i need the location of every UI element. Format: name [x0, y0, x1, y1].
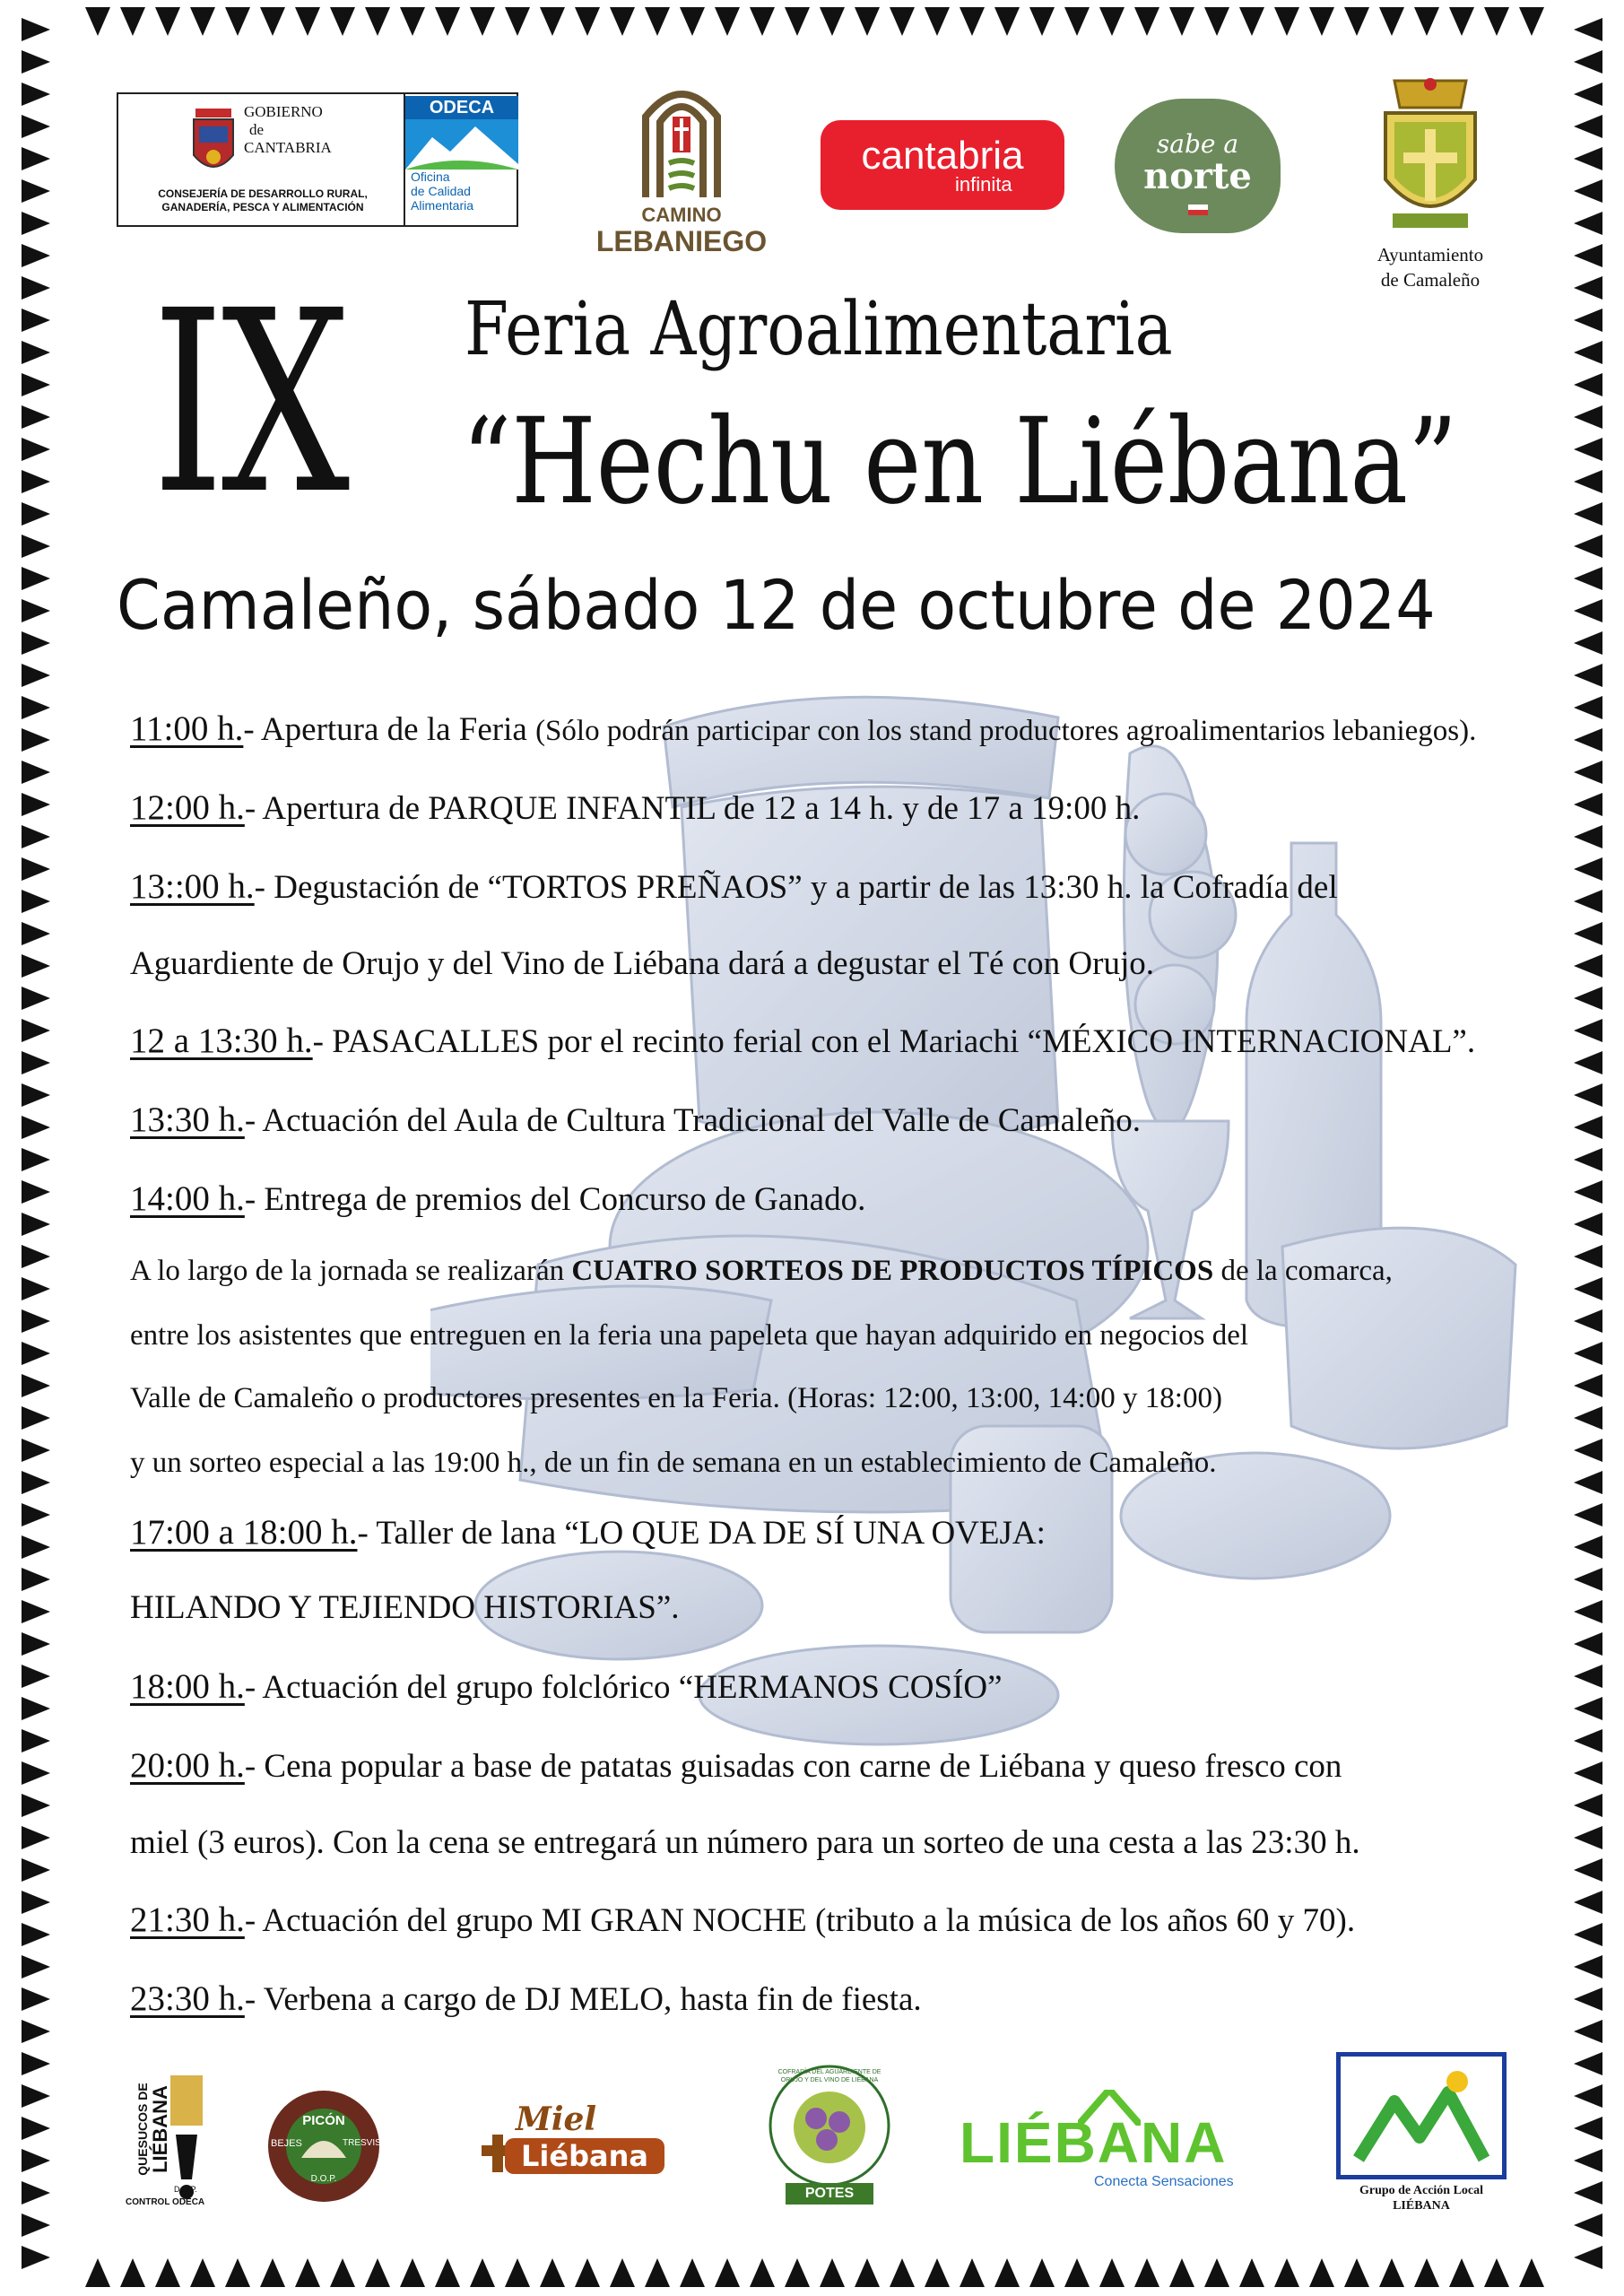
schedule-line-18 — [130, 1979, 922, 2021]
schedule-line-1 — [130, 709, 1476, 752]
odeca-title: ODECA — [405, 96, 518, 119]
sorteos-bold: CUATRO SORTEOS DE PRODUCTOS TÍPICOS — [571, 1255, 1214, 1287]
sabe-a-norte-logo — [1115, 99, 1281, 233]
schedule-time: 13:30 h. — [130, 1100, 245, 1139]
gal-mountain-icon — [1350, 2066, 1493, 2166]
gal-line-2: LIÉBANA — [1393, 2199, 1450, 2213]
picon-text: PICÓN — [302, 2113, 345, 2128]
miel-liebana-logo — [480, 2095, 668, 2185]
camino-arch-icon — [637, 72, 726, 197]
gal-line-1: Grupo de Acción Local — [1359, 2184, 1484, 2197]
cofradia-ring-text: COFRADÍA DEL AGUARDIENTE DE ORUJO Y DEL VINO DE LIÉBANA — [777, 2069, 881, 2083]
quesucos-control: CONTROL ODECA — [126, 2197, 205, 2207]
gal-text — [1336, 2183, 1507, 2213]
norte-text: norte — [1143, 155, 1252, 197]
schedule-sep: - — [244, 1902, 263, 1939]
schedule-sep: - — [244, 1181, 265, 1218]
zigzag-border-right — [1552, 0, 1624, 2296]
schedule-line-11 — [130, 1442, 1216, 1483]
schedule-text: Cena popular a base de patatas guisadas con carne de Liébana y queso fresco con — [264, 1748, 1342, 1785]
schedule-line-13 — [130, 1587, 680, 1629]
ayuntamiento-line-1: Ayuntamiento — [1376, 244, 1484, 265]
schedule-time: 20:00 h. — [130, 1746, 245, 1785]
schedule-note: (Sólo podrán participar con los stand productores agroalimentarios lebaniegos). — [535, 715, 1477, 747]
schedule-text: Actuación del grupo folclórico “HERMANOS COSÍO” — [262, 1669, 1003, 1706]
sabe-a-text: sabe a — [1156, 129, 1239, 159]
schedule-text: Verbena a cargo de DJ MELO, hasta fin de fiesta. — [263, 1981, 922, 2018]
schedule-line-17 — [130, 1900, 1355, 1942]
schedule-time: 11:00 h. — [130, 709, 244, 748]
schedule-text: Actuación del grupo MI GRAN NOCHE (tributo a la música de los años 60 y 70). — [262, 1902, 1356, 1939]
title-hechu-en-liebana: “Hechu en Liébana” — [462, 393, 1458, 531]
sorteos-post: de la comarca, — [1213, 1255, 1393, 1287]
schedule-continuation: Valle de Camaleño o productores presentes en la Feria. (Horas: 12:00, 13:00, 14:00 y 18:00) — [130, 1382, 1222, 1414]
schedule-text: Apertura de la Feria — [260, 711, 536, 748]
cofradia-orujo-logo — [762, 2063, 897, 2215]
odeca-sub-3: Alimentaria — [411, 198, 474, 213]
schedule-line-9 — [130, 1315, 1248, 1356]
schedule-sep: - — [244, 1748, 265, 1785]
event-date: Camaleño, sábado 12 de octubre de 2024 — [117, 565, 1436, 645]
schedule-line-4 — [130, 944, 1154, 985]
schedule-continuation: y un sorteo especial a las 19:00 h., de un fin de semana en un establecimiento de Camaleño. — [130, 1447, 1217, 1479]
schedule-text: Entrega de premios del Concurso de Ganado. — [264, 1181, 866, 1218]
schedule-line-2 — [130, 787, 1140, 830]
schedule-time: 13::00 h. — [130, 867, 255, 906]
odeca-sub-2: de Calidad — [411, 184, 471, 198]
odeca-logo — [404, 94, 518, 225]
cantabria-infinita-logo — [821, 120, 1064, 210]
ayuntamiento-line-2: de Camaleño — [1380, 269, 1481, 291]
schedule-text: Apertura de PARQUE INFANTIL de 12 a 14 h. y de 17 a 19:00 h. — [262, 790, 1141, 827]
mountain-icon — [405, 119, 518, 170]
schedule-continuation: Aguardiente de Orujo y del Vino de Liébana dará a degustar el Té con Orujo. — [130, 945, 1154, 982]
schedule-sep: - — [244, 790, 263, 827]
schedule-time: 18:00 h. — [130, 1667, 245, 1706]
schedule-sep: - — [243, 711, 261, 748]
schedule-text: PASACALLES por el recinto ferial con el Mariachi “MÉXICO INTERNACIONAL”. — [332, 1023, 1476, 1060]
quesucos-dop: D.O.P. — [174, 2185, 197, 2194]
cantabria-coat-of-arms-icon — [188, 101, 239, 182]
bejes-text: BEJES — [271, 2138, 302, 2149]
picon-bejes-tresviso-logo — [265, 2088, 388, 2205]
title-feria: Feria Agroalimentaria — [465, 287, 1173, 372]
conecta-sensaciones-text: Conecta Sensaciones — [1094, 2174, 1234, 2189]
camaleno-coat-of-arms-icon — [1368, 72, 1493, 238]
consejeria-line-2: GANADERÍA, PESCA Y ALIMENTACIÓN — [161, 201, 364, 213]
schedule-time: 12 a 13:30 h. — [130, 1022, 313, 1060]
gobierno-line-3: CANTABRIA — [244, 139, 332, 156]
quesucos-line-2: LIÉBANA — [149, 2085, 171, 2173]
schedule-continuation: miel (3 euros). Con la cena se entregará un número para un sorteo de una cesta a las 23:30 h. — [130, 1824, 1360, 1861]
schedule-time: 12:00 h. — [130, 788, 245, 827]
quesucos-vertical-text — [135, 2062, 171, 2196]
quesucos-line-1: QUESUCOS DE — [135, 2083, 150, 2176]
cantabria-text: cantabria — [861, 134, 1024, 178]
grupo-accion-local-logo — [1336, 2052, 1507, 2213]
schedule-time: 21:30 h. — [130, 1900, 245, 1939]
schedule-text: Taller de lana “LO QUE DA DE SÍ UNA OVEJA: — [376, 1515, 1046, 1552]
sorteos-pre: A lo largo de la jornada se realizarán — [130, 1255, 572, 1287]
liebana-conecta-logo — [960, 2090, 1255, 2197]
schedule-line-16 — [130, 1822, 1360, 1864]
tresviso-text: TRESVISO — [343, 2138, 388, 2148]
schedule-line-10 — [130, 1378, 1222, 1419]
zigzag-border-top — [0, 0, 1624, 72]
schedule-sep: - — [357, 1515, 377, 1552]
gobierno-cantabria-odeca-logo — [117, 92, 518, 227]
consejeria-text — [124, 187, 402, 214]
liebana-text: Liébana — [505, 2138, 664, 2174]
zigzag-border-bottom — [0, 2215, 1624, 2296]
schedule-sep: - — [244, 1102, 263, 1139]
schedule-line-3 — [130, 866, 1338, 909]
schedule-sep: - — [244, 1981, 264, 2018]
schedule-line-5 — [130, 1021, 1475, 1063]
liebana-wordmark: LIÉBANA — [960, 2110, 1228, 2175]
flag-icon — [1188, 204, 1208, 215]
schedule-text: Degustación de “TORTOS PREÑAOS” y a partir de las 13:30 h. la Cofradía del — [274, 869, 1338, 906]
picon-dop: D.O.P. — [310, 2174, 337, 2184]
ayuntamiento-text — [1345, 242, 1515, 292]
ayuntamiento-camaleno-logo — [1345, 72, 1515, 305]
quesucos-liebana-logo — [126, 2072, 206, 2206]
schedule-line-12 — [130, 1512, 1046, 1554]
schedule-continuation: entre los asistentes que entreguen en la feria una papeleta que hayan adquirido en negocios del — [130, 1319, 1249, 1352]
miel-text: Miel — [516, 2100, 597, 2138]
schedule-line-6 — [130, 1100, 1141, 1142]
schedule-text: Actuación del Aula de Cultura Tradicional del Valle de Camaleño. — [262, 1102, 1141, 1139]
schedule-time: 23:30 h. — [130, 1979, 245, 2018]
odeca-sub-1: Oficina — [411, 170, 450, 184]
odeca-subtitle — [411, 170, 473, 213]
camino-text-1: CAMINO — [641, 204, 722, 226]
schedule-sep: - — [312, 1023, 333, 1060]
gobierno-line-2: de — [249, 121, 265, 138]
consejeria-line-1: CONSEJERÍA DE DESARROLLO RURAL, — [158, 187, 368, 200]
schedule-line-14 — [130, 1666, 1003, 1709]
schedule-continuation: HILANDO Y TEJIENDO HISTORIAS”. — [130, 1589, 680, 1626]
camino-lebaniego-logo — [574, 72, 789, 257]
schedule-line-15 — [130, 1745, 1342, 1787]
gal-logo-box — [1336, 2052, 1507, 2179]
schedule-time: 17:00 a 18:00 h. — [130, 1513, 358, 1552]
schedule-line-7 — [130, 1178, 865, 1221]
schedule-sep: - — [254, 869, 274, 906]
gobierno-text — [244, 103, 332, 157]
edition-numeral: IX — [152, 257, 348, 550]
camino-text-2: LEBANIEGO — [595, 225, 768, 257]
schedule-line-8 — [130, 1250, 1393, 1292]
potes-label: POTES — [786, 2183, 873, 2205]
gobierno-line-1: GOBIERNO — [244, 103, 323, 120]
zigzag-border-left — [0, 0, 72, 2296]
schedule-sep: - — [244, 1669, 263, 1706]
schedule-time: 14:00 h. — [130, 1179, 245, 1218]
infinita-text: infinita — [955, 173, 1012, 196]
